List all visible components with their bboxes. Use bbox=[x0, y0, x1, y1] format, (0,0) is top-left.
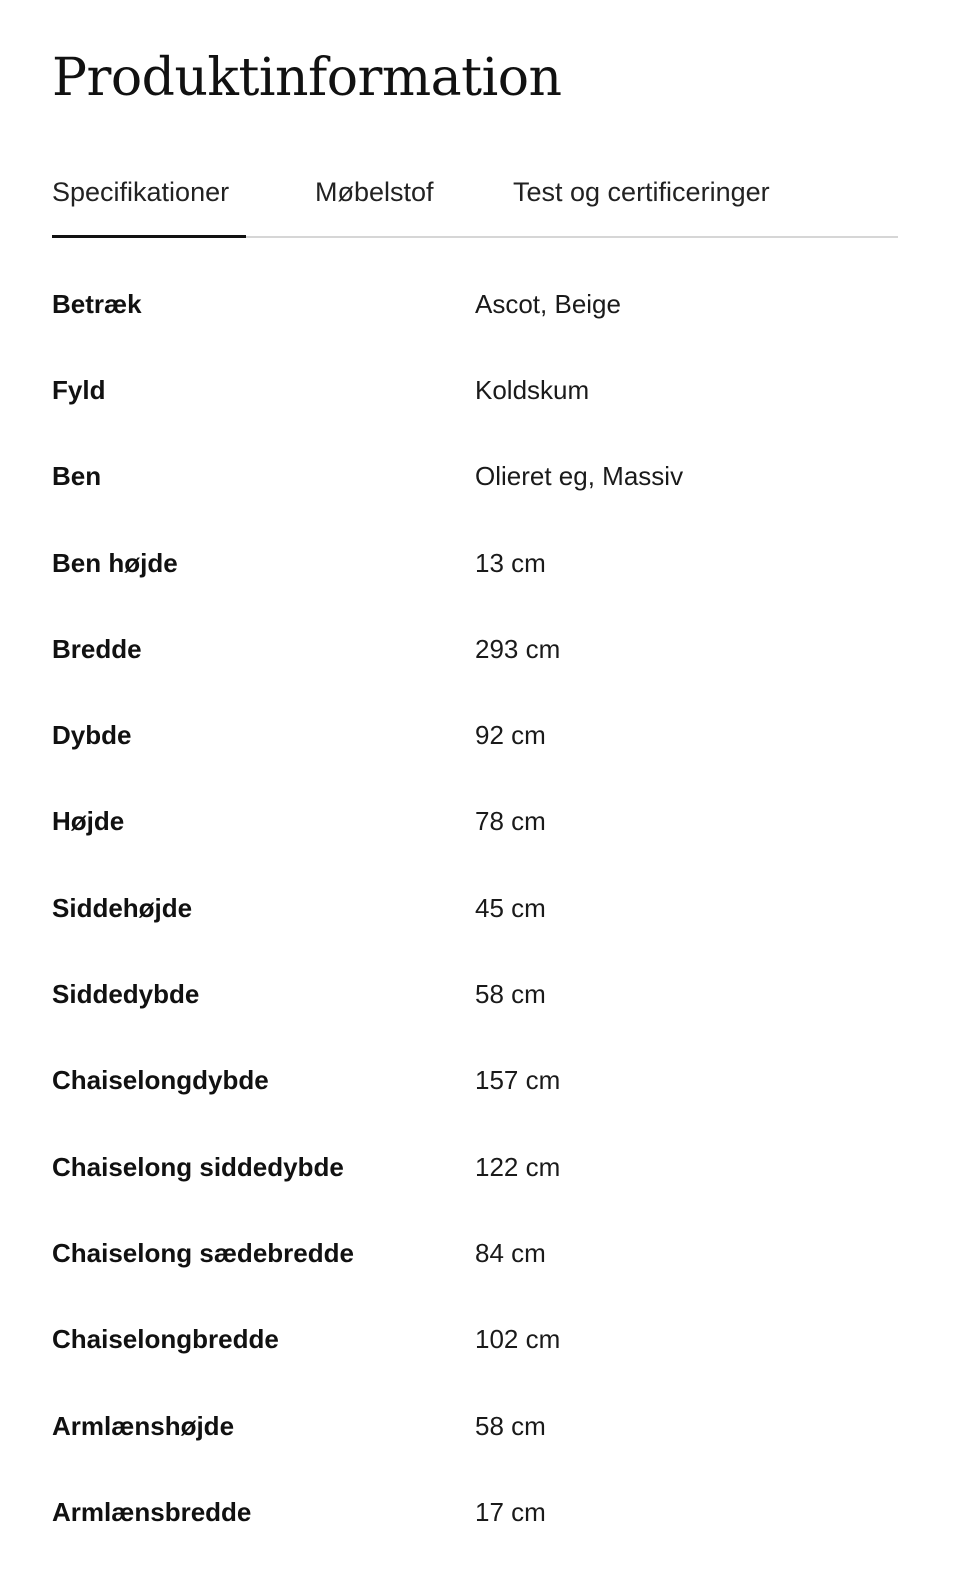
spec-value: 157 cm bbox=[475, 1065, 561, 1096]
spec-row bbox=[52, 1124, 898, 1210]
spec-label: Ben højde bbox=[52, 547, 178, 578]
spec-value: 58 cm bbox=[475, 979, 546, 1010]
page-title: Produktinformation bbox=[52, 48, 562, 108]
spec-value: 92 cm bbox=[475, 720, 546, 751]
spec-row bbox=[52, 1383, 898, 1469]
spec-label: Fyld bbox=[52, 374, 106, 405]
spec-row bbox=[52, 1210, 898, 1296]
spec-label: Ben bbox=[52, 461, 102, 492]
spec-label: Betræk bbox=[52, 288, 142, 319]
spec-row bbox=[52, 951, 898, 1037]
tab-test-og-certificeringer[interactable]: Test og certificeringer bbox=[513, 177, 770, 207]
spec-label: Armlænshøjde bbox=[52, 1410, 235, 1441]
spec-row bbox=[52, 779, 898, 865]
spec-value: 293 cm bbox=[475, 633, 561, 664]
spec-label: Chaiselong siddedybde bbox=[52, 1151, 344, 1182]
spec-value: 58 cm bbox=[475, 1410, 546, 1441]
spec-value: 78 cm bbox=[475, 806, 546, 837]
spec-label: Bredde bbox=[52, 633, 142, 664]
specifications-table bbox=[52, 261, 898, 1555]
spec-row bbox=[52, 1469, 898, 1555]
spec-label: Chaiselong sædebredde bbox=[52, 1237, 354, 1268]
spec-row bbox=[52, 1297, 898, 1383]
spec-row bbox=[52, 347, 898, 433]
spec-row bbox=[52, 261, 898, 347]
spec-value: 13 cm bbox=[475, 547, 546, 578]
spec-value: 17 cm bbox=[475, 1496, 546, 1527]
spec-label: Chaiselongdybde bbox=[52, 1065, 269, 1096]
spec-value: 102 cm bbox=[475, 1324, 561, 1355]
spec-value: Olieret eg, Massiv bbox=[475, 461, 684, 492]
spec-row bbox=[52, 865, 898, 951]
spec-row bbox=[52, 520, 898, 606]
spec-label: Siddedybde bbox=[52, 979, 200, 1010]
tab-mobelstof[interactable]: Møbelstof bbox=[315, 177, 434, 207]
spec-value: 84 cm bbox=[475, 1237, 546, 1268]
tab-specifikationer[interactable]: Specifikationer bbox=[52, 172, 246, 236]
spec-value: 122 cm bbox=[475, 1151, 561, 1182]
spec-label: Siddehøjde bbox=[52, 892, 193, 923]
spec-label: Chaiselongbredde bbox=[52, 1324, 279, 1355]
spec-row bbox=[52, 692, 898, 778]
spec-row bbox=[52, 606, 898, 692]
spec-label: Højde bbox=[52, 806, 125, 837]
spec-row bbox=[52, 434, 898, 520]
spec-label: Dybde bbox=[52, 720, 132, 751]
spec-value: Koldskum bbox=[475, 374, 590, 405]
spec-value: Ascot, Beige bbox=[475, 288, 621, 319]
spec-label: Armlænsbredde bbox=[52, 1496, 252, 1527]
spec-value: 45 cm bbox=[475, 892, 546, 923]
spec-row bbox=[52, 1038, 898, 1124]
tab-bar bbox=[52, 172, 898, 238]
